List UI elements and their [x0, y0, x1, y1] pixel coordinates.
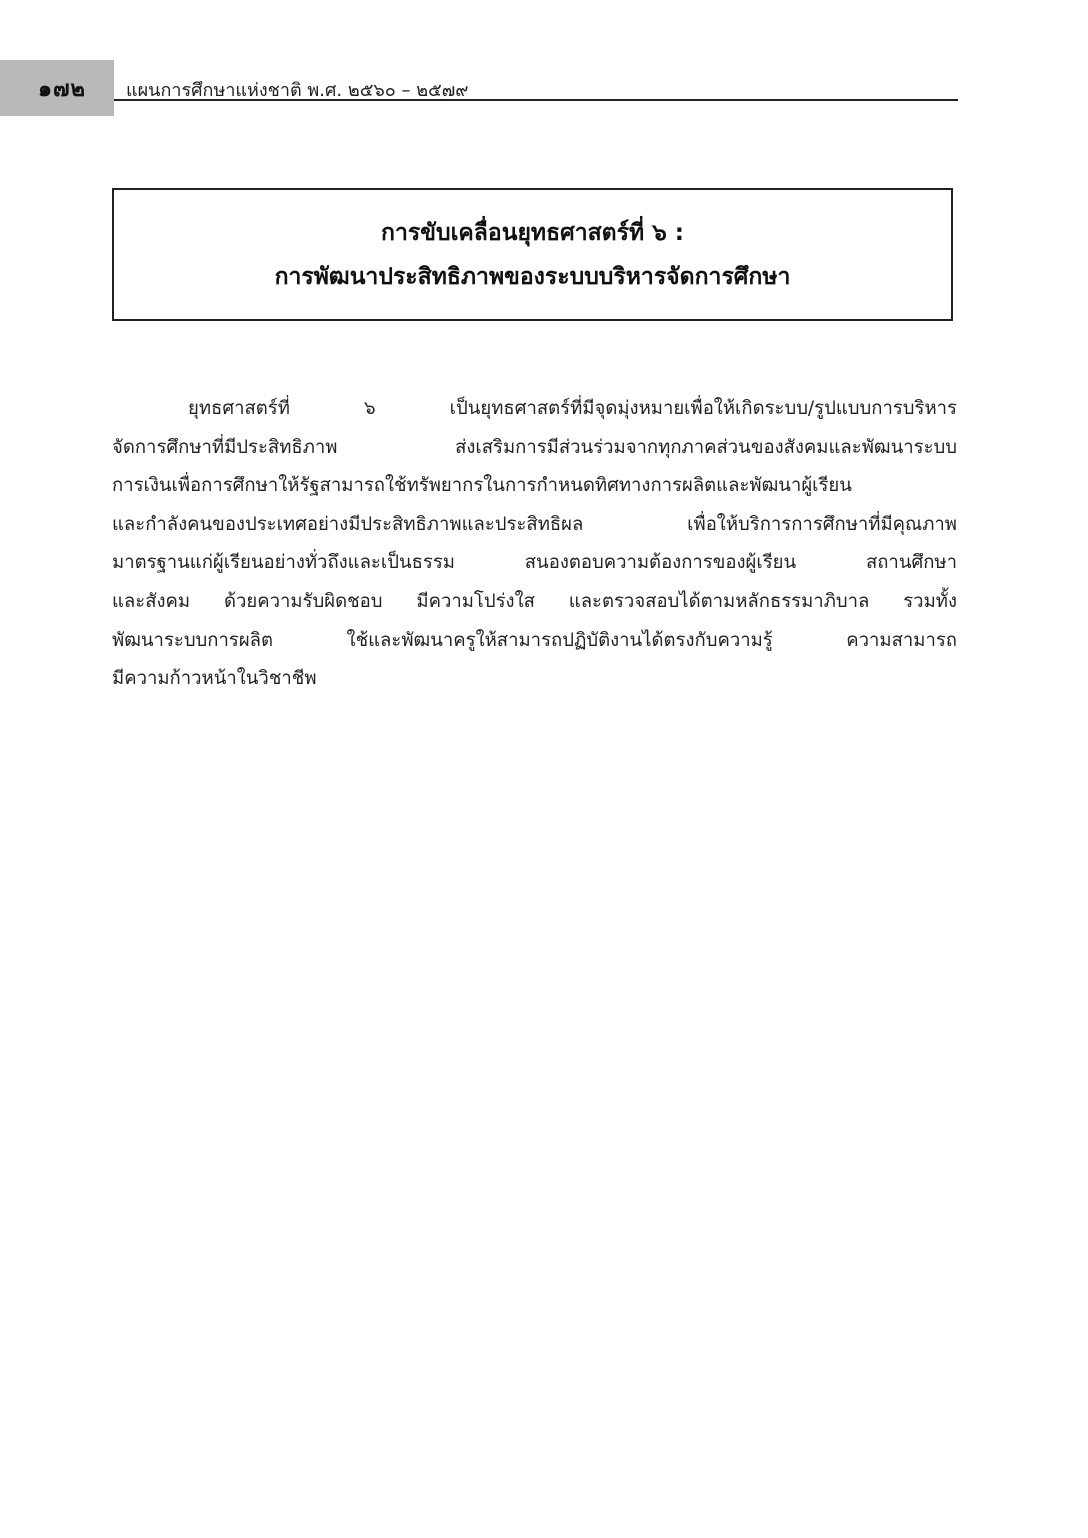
body-line: พัฒนาระบบการผลิต ใช้และพัฒนาครูให้สามารถปฏิบัติงานได้ตรงกับความรู้ ความสามารถ [112, 629, 957, 651]
section-title-box [112, 188, 953, 321]
body-paragraph [112, 390, 957, 699]
page-number-tab [0, 60, 114, 116]
body-line: มาตรฐานแก่ผู้เรียนอย่างทั่วถึงและเป็นธรรม สนองตอบความต้องการของผู้เรียน สถานศึกษา [112, 552, 957, 574]
running-header-title: แผนการศึกษาแห่งชาติ พ.ศ. ๒๕๖๐ – ๒๕๗๙ [126, 80, 469, 101]
body-line: มีความก้าวหน้าในวิชาชีพ [112, 668, 317, 690]
body-line: และกำลังคนของประเทศอย่างมีประสิทธิภาพและประสิทธิผล เพื่อให้บริการการศึกษาที่มีคุณภาพ [112, 513, 957, 535]
body-line: การเงินเพื่อการศึกษาให้รัฐสามารถใช้ทรัพยากรในการกำหนดทิศทางการผลิตและพัฒนาผู้เรียน [112, 475, 852, 497]
section-title-line-1: การขับเคลื่อนยุทธศาสตร์ที่ ๖ : [381, 219, 684, 246]
header-divider [114, 99, 958, 101]
section-title-line-2: การพัฒนาประสิทธิภาพของระบบบริหารจัดการศึกษา [274, 263, 791, 290]
body-line: และสังคม ด้วยความรับผิดชอบ มีความโปร่งใส และตรวจสอบได้ตามหลักธรรมาภิบาล รวมทั้ง [112, 590, 957, 612]
body-line: จัดการศึกษาที่มีประสิทธิภาพ ส่งเสริมการมีส่วนร่วมจากทุกภาคส่วนของสังคมและพัฒนาระบบ [112, 436, 957, 458]
body-line: ยุทธศาสตร์ที่ ๖ เป็นยุทธศาสตร์ที่มีจุดมุ่งหมายเพื่อให้เกิดระบบ/รูปแบบการบริหาร [188, 398, 957, 419]
page-number: ๑๗๒ [37, 76, 86, 102]
